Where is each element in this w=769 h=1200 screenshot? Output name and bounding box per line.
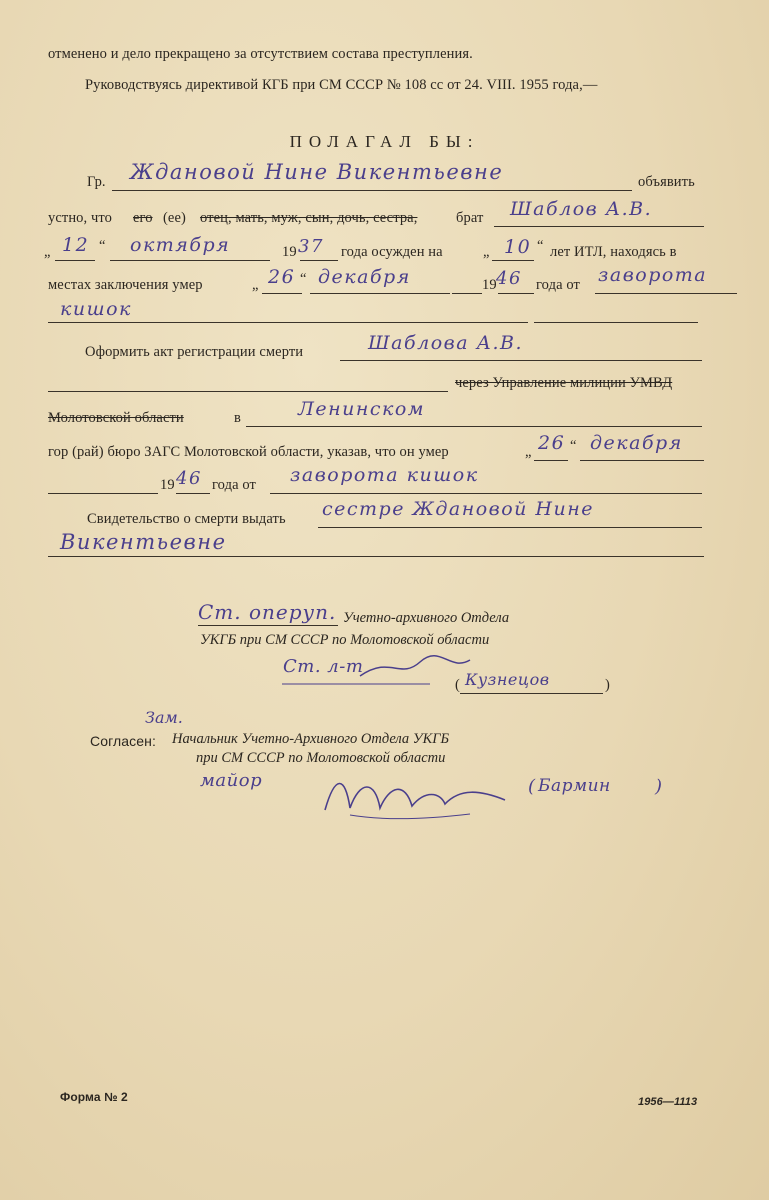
sign2-chief: Начальник Учетно-Архивного Отдела УКГБ (172, 731, 449, 747)
brother-line (494, 226, 704, 227)
recipient2-handwritten: Викентьевне (60, 530, 227, 554)
year2-blank (48, 493, 158, 494)
date-day-line (534, 460, 568, 461)
sign1-role-line (198, 625, 338, 626)
sign2-org: при СМ СССР по Молотовской области (196, 750, 446, 766)
death-month-line (310, 293, 450, 294)
quote-close: “ (99, 238, 106, 254)
date-month-handwritten: декабря (590, 432, 683, 454)
year-handwritten: 37 (298, 236, 324, 257)
death-year-line (498, 293, 534, 294)
from2-label: года от (212, 477, 256, 493)
cause2-line-b (534, 322, 698, 323)
date-quote-close: “ (570, 438, 577, 454)
sign1-role-handwritten: Ст. оперуп. (198, 600, 337, 624)
recipient-handwritten: сестре Ждановой Нине (322, 498, 594, 520)
quote-open: „ (44, 244, 51, 260)
blank-line (48, 391, 448, 392)
death-year-gap (452, 293, 482, 294)
sign2-paren-open: ( (528, 776, 536, 797)
sign2-paren-close: ) (655, 776, 663, 797)
via-struck: через Управление милиции УМВД (455, 375, 673, 391)
year-line (300, 260, 338, 261)
recipient2-line (48, 556, 704, 557)
sign1-paren-close: ) (605, 677, 610, 693)
sign2-agreed: Согласен: (90, 733, 156, 749)
years-itl-label: лет ИТЛ, находясь в (550, 244, 677, 260)
places-label: местах заключения умер (48, 277, 203, 293)
death-year-handwritten: 46 (496, 268, 522, 289)
cause3-line (270, 493, 702, 494)
year2-handwritten: 46 (176, 468, 202, 489)
announce-label: объявить (638, 174, 695, 190)
from-label: года от (536, 277, 580, 293)
sign1-rank-handwritten: Ст. л-т (283, 656, 364, 677)
sign2-deputy-handwritten: Зам. (145, 708, 183, 727)
name-handwritten: Ждановой Нине Викентьевне (130, 160, 504, 184)
recipient-line (318, 527, 702, 528)
year-prefix: 19 (282, 244, 297, 260)
relatives-struck: отец, мать, муж, сын, дочь, сестра, (200, 210, 418, 226)
region-struck: Молотовской области (48, 410, 184, 426)
sign1-name-line (460, 693, 603, 694)
cause-line (595, 293, 737, 294)
footer-code: 1956—1113 (638, 1096, 698, 1108)
issue-label: Свидетельство о смерти выдать (87, 511, 286, 527)
date-month-line (580, 460, 704, 461)
cause2-line (48, 322, 528, 323)
register-label: Оформить акт регистрации смерти (85, 344, 304, 360)
date-day-handwritten: 26 (538, 432, 566, 454)
term-quote-open: „ (483, 244, 490, 260)
sign1-name-handwritten: Кузнецов (465, 670, 550, 689)
in-label: в (234, 410, 241, 426)
term-line (492, 260, 534, 261)
sign2-rank-handwritten: майор (200, 770, 263, 791)
death-quote-close: “ (300, 271, 307, 287)
convicted-label: года осужден на (341, 244, 443, 260)
death-day-line (262, 293, 302, 294)
intro-line: отменено и дело прекращено за отсутствием состава преступления. (48, 46, 473, 62)
sign1-paren-open: ( (455, 677, 460, 693)
brother-handwritten: Шаблов А.В. (510, 198, 653, 220)
year2-prefix: 19 (160, 477, 175, 493)
death-year-prefix: 19 (482, 277, 497, 293)
sign1-signature-icon (280, 650, 480, 690)
sign1-dept: Учетно-архивного Отдела (343, 610, 510, 626)
cause-handwritten: заворота (598, 264, 708, 286)
sign1-org: УКГБ при СМ СССР по Молотовской области (200, 632, 490, 648)
register-line (340, 360, 702, 361)
cause2-handwritten: кишок (60, 298, 132, 320)
office-line (246, 426, 702, 427)
register-person-handwritten: Шаблова А.В. (368, 332, 523, 354)
gr-label: Гр. (87, 174, 106, 190)
directive-line: Руководствуясь директивой КГБ при СМ СССР № 108 сс от 24. VIII. 1955 года,— (85, 77, 598, 93)
month-handwritten: октября (130, 234, 231, 256)
day-handwritten: 12 (62, 234, 90, 256)
day-line (55, 260, 95, 261)
term-quote-close: “ (537, 238, 544, 254)
death-quote-open: „ (252, 277, 259, 293)
her-label: (ее) (163, 210, 186, 226)
footer-form: Форма № 2 (60, 1090, 128, 1104)
death-month-handwritten: декабря (318, 266, 411, 288)
month-line (110, 260, 270, 261)
death-day-handwritten: 26 (268, 266, 296, 288)
heading: ПОЛАГАЛ БЫ: (289, 132, 480, 151)
sign2-name-handwritten: Бармин (538, 776, 611, 796)
cause3-handwritten: заворота кишок (290, 464, 479, 486)
date-quote-open: „ (525, 444, 532, 460)
office-handwritten: Ленинском (298, 398, 426, 420)
his-struck: его (133, 210, 153, 226)
year2-line (176, 493, 210, 494)
sign2-signature-icon (320, 770, 520, 830)
bureau-label: гор (рай) бюро ЗАГС Молотовской области, указав, что он умер (48, 444, 449, 460)
term-handwritten: 10 (504, 236, 532, 258)
orally-label: устно, что (48, 210, 112, 226)
brother-label: брат (456, 210, 484, 226)
name-line (112, 190, 632, 191)
